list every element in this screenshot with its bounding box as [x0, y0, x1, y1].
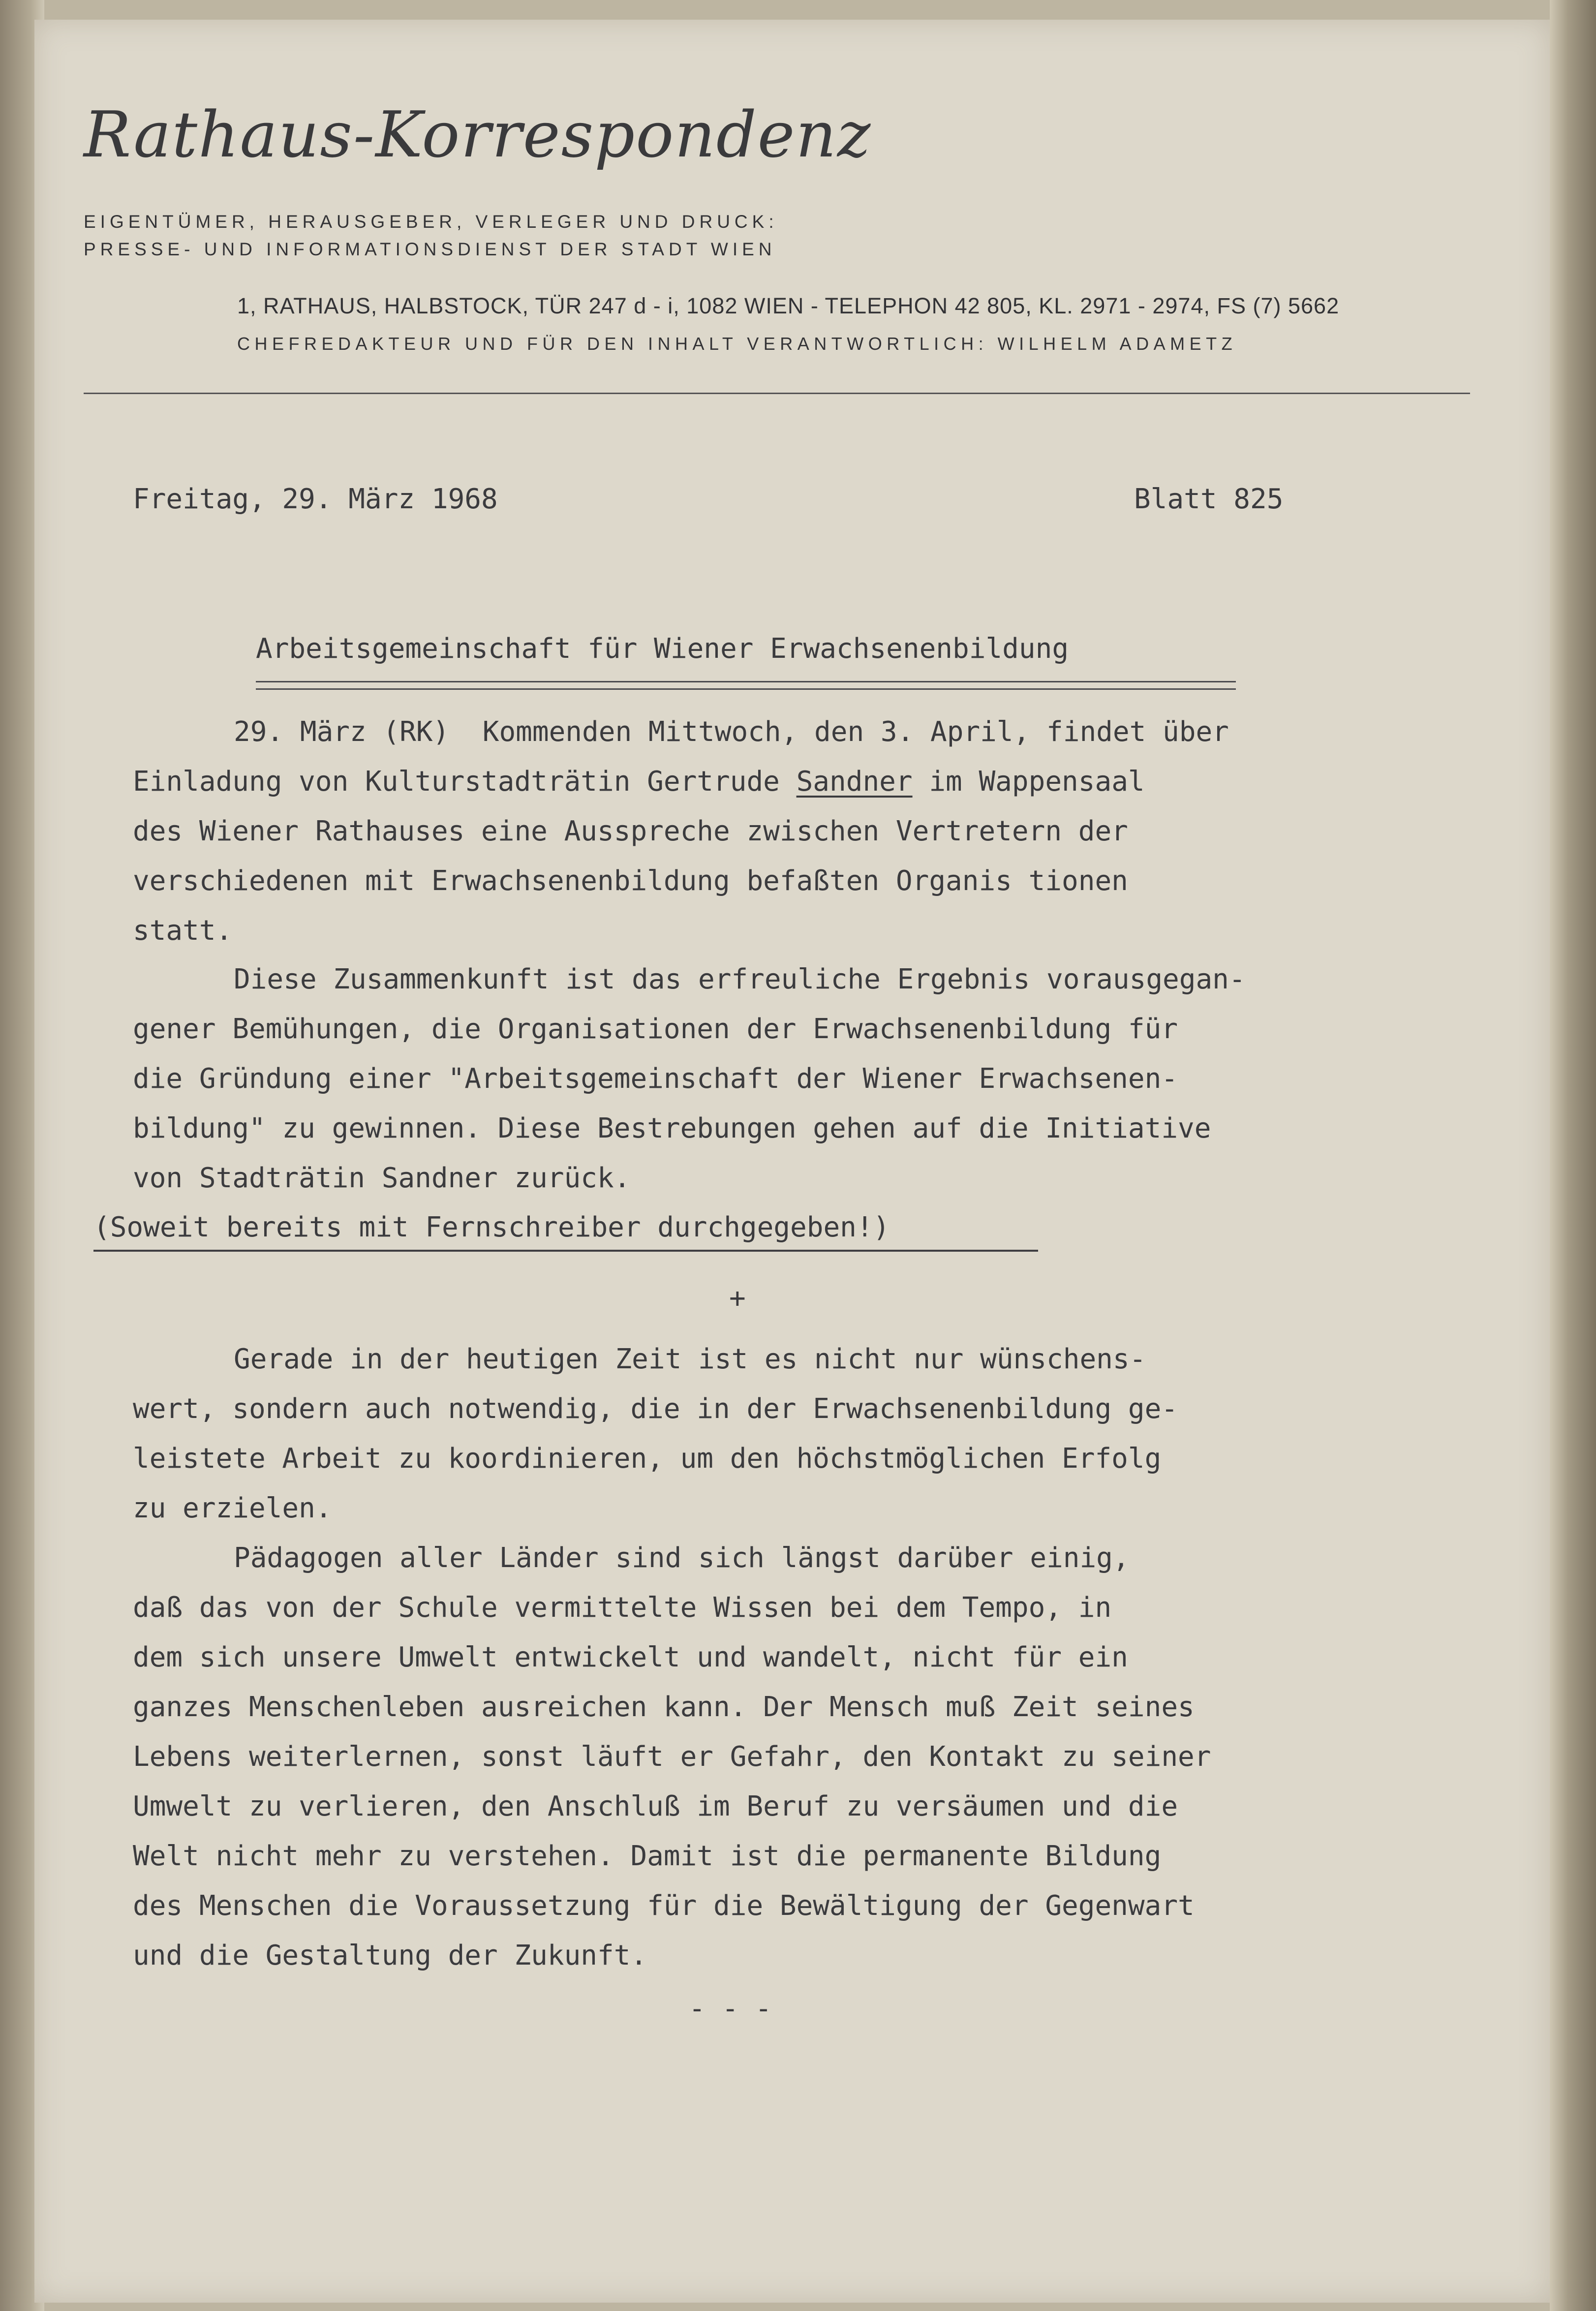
body-line: zu erzielen.	[133, 1492, 332, 1524]
teleprinter-note: (Soweit bereits mit Fernschreiber durchgegeben!)	[93, 1211, 890, 1243]
body-line: wert, sondern auch notwendig, die in der Erwachsenenbildung ge-	[133, 1393, 1178, 1425]
body-text: Einladung von Kulturstadträtin Gertrude	[133, 766, 797, 798]
body-line: des Menschen die Voraussetzung für die Bewältigung der Gegenwart	[133, 1890, 1195, 1922]
body-line: ganzes Menschenleben ausreichen kann. Der Mensch muß Zeit seines	[133, 1691, 1195, 1723]
body-line: Umwelt zu verlieren, den Anschluß im Beruf zu versäumen und die	[133, 1790, 1178, 1822]
underlined-name: Sandner	[796, 766, 913, 798]
address-line: 1, RATHAUS, HALBSTOCK, TÜR 247 d - i, 1082 WIEN - TELEPHON 42 805, KL. 2971 - 2974, FS (7) 5662	[237, 293, 1340, 318]
masthead-title: Rathaus-Korrespondenz	[84, 98, 872, 172]
body-line: dem sich unsere Umwelt entwickelt und wandelt, nicht für ein	[133, 1641, 1128, 1673]
editor-line: CHEFREDAKTEUR UND FÜR DEN INHALT VERANTWORTLICH: WILHELM ADAMETZ	[237, 334, 1237, 354]
owner-line-2: PRESSE- UND INFORMATIONSDIENST DER STADT WIEN	[84, 239, 776, 259]
body-line: von Stadträtin Sandner zurück.	[133, 1162, 631, 1194]
section-separator: +	[729, 1282, 746, 1314]
body-line: Lebens weiterlernen, sonst läuft er Gefahr, den Kontakt zu seiner	[133, 1741, 1211, 1773]
end-mark: - - -	[689, 1993, 772, 2025]
body-line	[133, 766, 1145, 798]
article-heading: Arbeitsgemeinschaft für Wiener Erwachsenenbildung	[256, 633, 1069, 665]
page-edge	[1550, 0, 1596, 2311]
header-divider	[84, 393, 1470, 394]
body-text: im Wappensaal	[912, 766, 1145, 798]
body-line: bildung" zu gewinnen. Diese Bestrebungen gehen auf die Initiative	[133, 1112, 1211, 1144]
body-line: gener Bemühungen, die Organisationen der Erwachsenenbildung für	[133, 1013, 1178, 1045]
body-line: Diese Zusammenkunft ist das erfreuliche Ergebnis vorausgegan-	[234, 963, 1246, 995]
body-line: Gerade in der heutigen Zeit ist es nicht nur wünschens-	[234, 1343, 1146, 1375]
sheet-number: Blatt 825	[1134, 483, 1284, 515]
body-line: des Wiener Rathauses eine Ausspreche zwischen Vertretern der	[133, 815, 1128, 847]
heading-double-underline	[256, 681, 1236, 690]
body-line: leistete Arbeit zu koordinieren, um den höchstmöglichen Erfolg	[133, 1443, 1162, 1475]
body-line: daß das von der Schule vermittelte Wissen bei dem Tempo, in	[133, 1592, 1112, 1624]
body-line: verschiedenen mit Erwachsenenbildung befaßten Organis tionen	[133, 865, 1128, 897]
date-line: Freitag, 29. März 1968	[133, 483, 498, 515]
body-line: die Gründung einer "Arbeitsgemeinschaft der Wiener Erwachsenen-	[133, 1063, 1178, 1095]
body-line: 29. März (RK) Kommenden Mittwoch, den 3. April, findet über	[234, 716, 1229, 748]
body-line: statt.	[133, 915, 233, 947]
note-underline	[93, 1250, 1038, 1252]
body-line: Welt nicht mehr zu verstehen. Damit ist die permanente Bildung	[133, 1840, 1162, 1872]
owner-line-1: EIGENTÜMER, HERAUSGEBER, VERLEGER UND DRUCK:	[84, 212, 778, 232]
body-line: Pädagogen aller Länder sind sich längst darüber einig,	[234, 1542, 1130, 1574]
body-line: und die Gestaltung der Zukunft.	[133, 1940, 647, 1972]
